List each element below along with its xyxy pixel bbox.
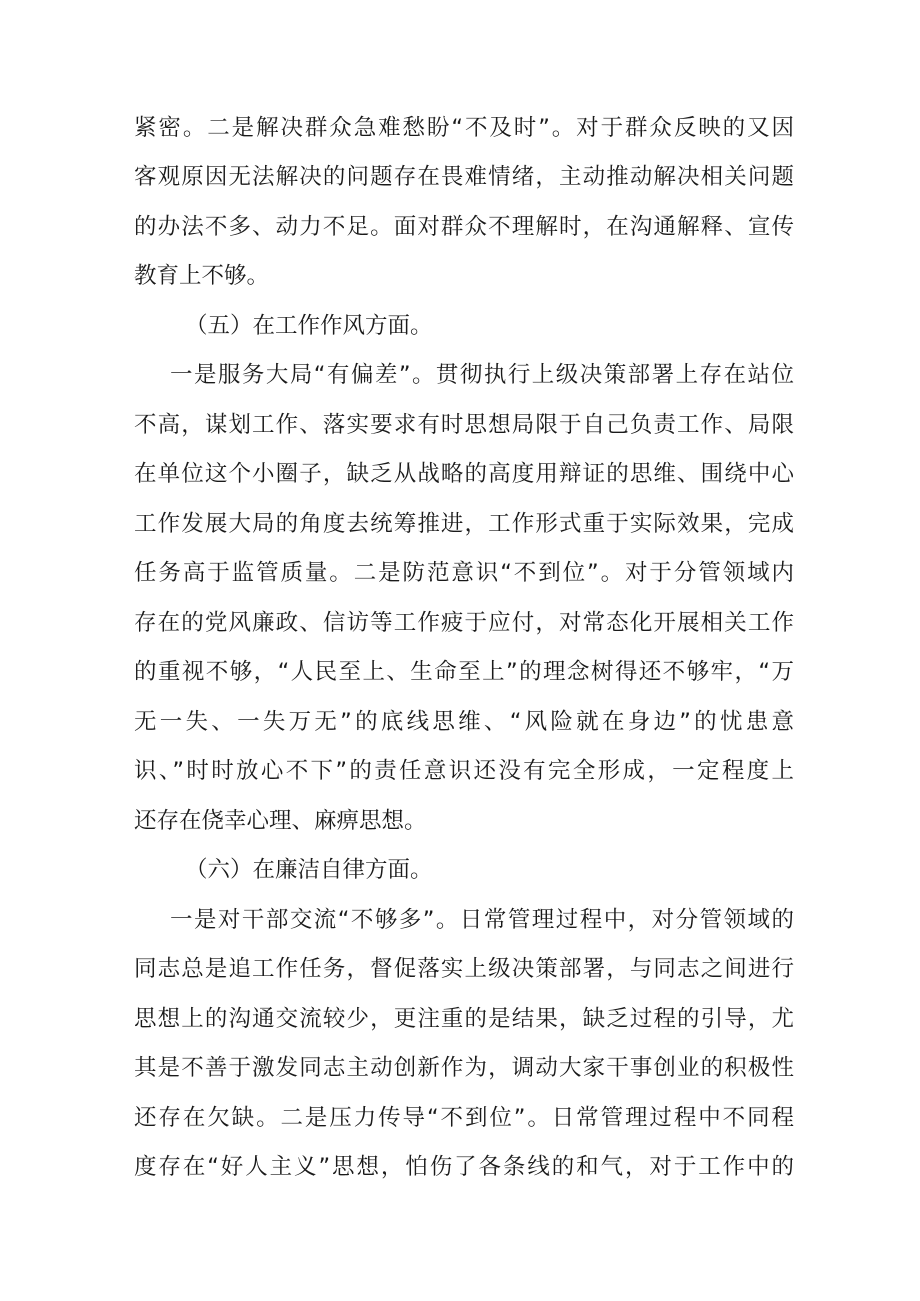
- paragraph-line: 任务高于监管质量。二是防范意识“不到位”。对于分管领域内: [134, 560, 794, 586]
- paragraph-line: 一是对干部交流“不够多”。日常管理过程中，对分管领域的: [170, 907, 794, 933]
- paragraph-line: 不高，谋划工作、落实要求有时思想局限于自己负责工作、局限: [134, 412, 794, 438]
- paragraph-line: 教育上不够。: [134, 263, 270, 289]
- paragraph-line: 一是服务大局“有偏差”。贯彻执行上级决策部署上存在站位: [170, 362, 794, 388]
- paragraph-line: 的重视不够，“人民至上、生命至上”的理念树得还不够牢，“万: [134, 659, 794, 685]
- paragraph-line: 紧密。二是解决群众急难愁盼“不及时”。对于群众反映的又因: [134, 115, 794, 141]
- section-heading-five: （五）在工作作风方面。: [185, 313, 433, 339]
- paragraph-line: 识、”时时放心不下”的责任意识还没有完全形成，一定程度上: [134, 758, 794, 784]
- paragraph-line: 还存在侥幸心理、麻痹思想。: [134, 808, 427, 834]
- paragraph-line: 客观原因无法解决的问题存在畏难情绪，主动推动解决相关问题: [134, 164, 794, 190]
- paragraph-line: 同志总是追工作任务，督促落实上级决策部署，与同志之间进行: [134, 956, 794, 982]
- paragraph-line: 无一失、一失万无”的底线思维、“风险就在身边”的忧患意: [134, 709, 794, 735]
- paragraph-line: 还存在欠缺。二是压力传导“不到位”。日常管理过程中不同程: [134, 1105, 794, 1131]
- paragraph-line: 思想上的沟通交流较少，更注重的是结果，缺乏过程的引导，尤: [134, 1006, 794, 1032]
- paragraph-line: 在单位这个小圈子，缺乏从战略的高度用辩证的思维、围绕中心: [134, 461, 794, 487]
- section-heading-six: （六）在廉洁自律方面。: [185, 857, 433, 883]
- paragraph-line: 其是不善于激发同志主动创新作为，调动大家干事创业的积极性: [134, 1055, 794, 1081]
- paragraph-line: 存在的党风廉政、信访等工作疲于应付，对常态化开展相关工作: [134, 610, 794, 636]
- paragraph-line: 度存在“好人主义”思想，怕伤了各条线的和气，对于工作中的: [134, 1154, 794, 1180]
- paragraph-line: 的办法不多、动力不足。面对群众不理解时，在沟通解释、宣传: [134, 214, 794, 240]
- paragraph-line: 工作发展大局的角度去统筹推进，工作形式重于实际效果，完成: [134, 511, 794, 537]
